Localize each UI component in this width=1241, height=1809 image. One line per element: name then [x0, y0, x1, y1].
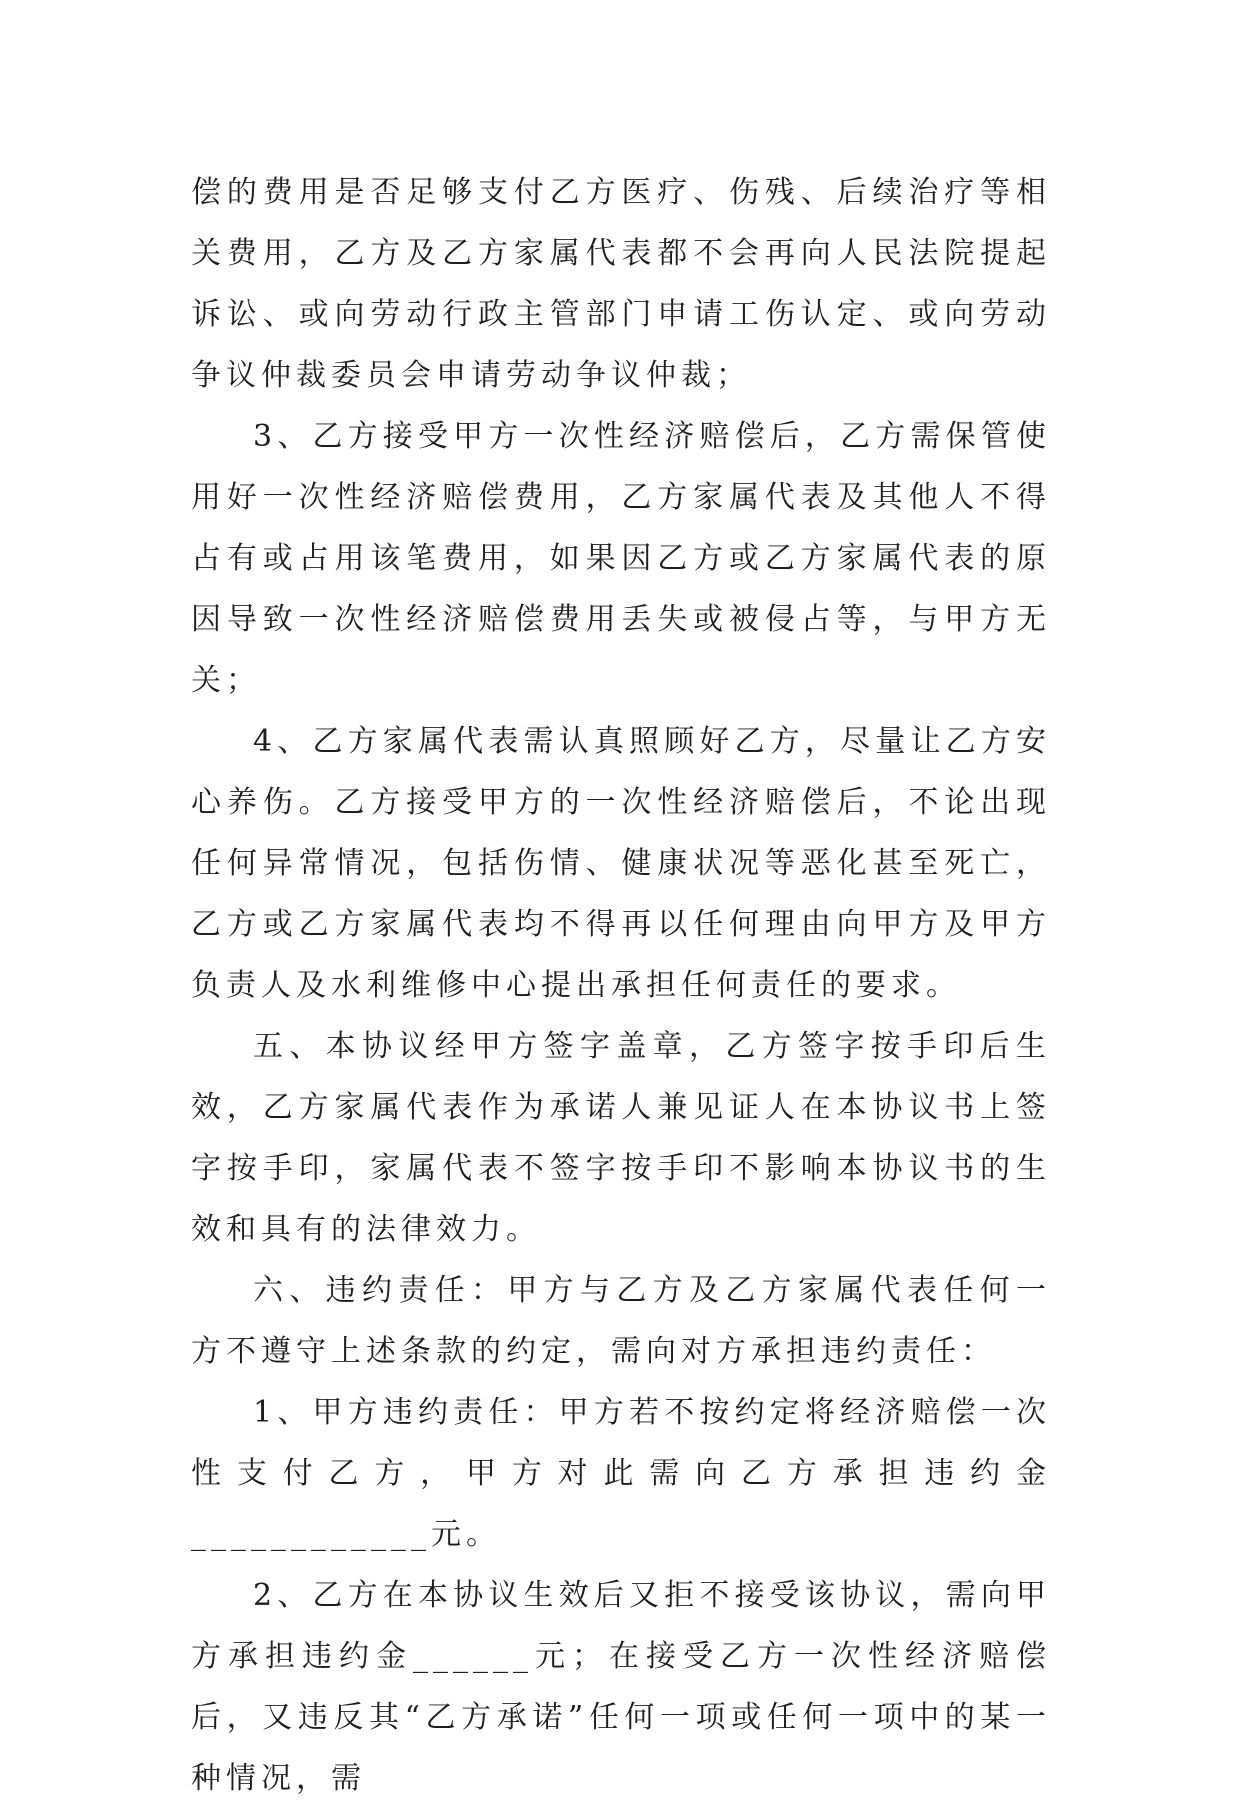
paragraph-section-6: 六、违约责任：甲方与乙方及乙方家属代表任何一方不遵守上述条款的约定，需向对方承担违约责任：	[191, 1273, 1051, 1369]
paragraph-compensation-continued: 偿的费用是否足够支付乙方医疗、伤残、后续治疗等相关费用，乙方及乙方家属代表都不会再向人民法院提起诉讼、或向劳动行政主管部门申请工伤认定、或向劳动争议仲裁委员会申请劳动争议仲裁；	[191, 175, 1051, 393]
paragraph-section-5: 五、本协议经甲方签字盖章，乙方签字按手印后生效，乙方家属代表作为承诺人兼见证人在本协议书上签字按手印，家属代表不签字按手印不影响本协议书的生效和具有的法律效力。	[191, 1029, 1051, 1247]
document-body	[191, 162, 1051, 1809]
paragraph-breach-party-b: 2、乙方在本协议生效后又拒不接受该协议，需向甲方承担违约金______元；在接受乙方一次性经济赔偿后，又违反其“乙方承诺”任何一项或任何一项中的某一种情况，需	[191, 1578, 1051, 1796]
paragraph-breach-party-a: 1、甲方违约责任：甲方若不按约定将经济赔偿一次性支付乙方，甲方对此需向乙方承担违约金____________元。	[191, 1395, 1051, 1552]
paragraph-clause-3: 3、乙方接受甲方一次性经济赔偿后，乙方需保管使用好一次性经济赔偿费用，乙方家属代表及其他人不得占有或占用该笔费用，如果因乙方或乙方家属代表的原因导致一次性经济赔偿费用丢失或被侵占等，与甲方无关；	[191, 419, 1051, 698]
paragraph-clause-4: 4、乙方家属代表需认真照顾好乙方，尽量让乙方安心养伤。乙方接受甲方的一次性经济赔偿后，不论出现任何异常情况，包括伤情、健康状况等恶化甚至死亡，乙方或乙方家属代表均不得再以任何理由向甲方及甲方负责人及水利维修中心提出承担任何责任的要求。	[191, 724, 1051, 1003]
